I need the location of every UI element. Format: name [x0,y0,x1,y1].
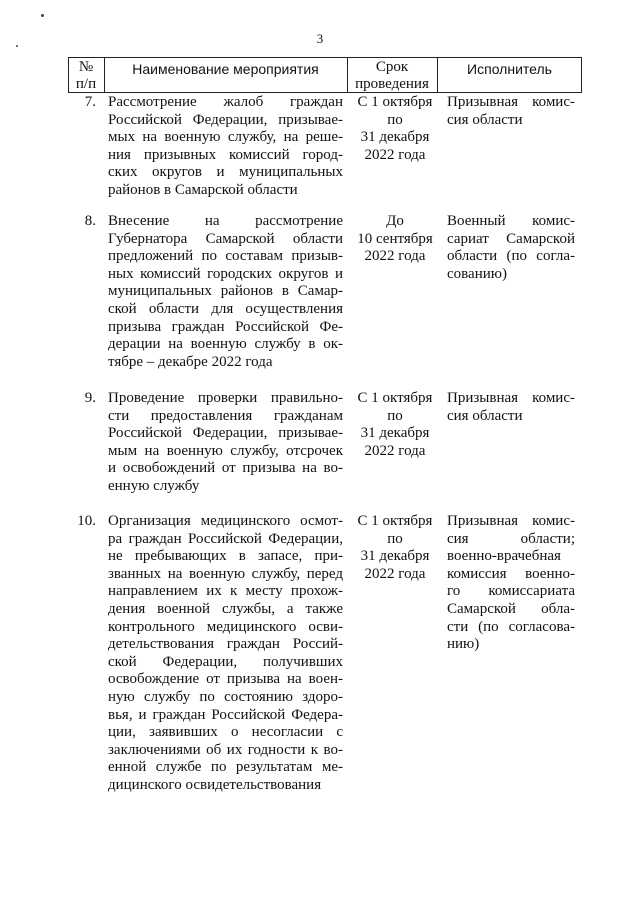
activity-executor-line: нию) [447,636,480,653]
activity-executor-line: комиссия военно- [447,565,575,582]
page-number: 3 [316,31,324,46]
activity-term-line: 2022 года [364,565,426,582]
activity-name-line: Рассмотрение жалоб граждан [108,94,343,110]
activity-name-line: Российской Федерации, призывае- [108,425,343,442]
activity-name-line: званных на военную службу, перед [108,565,343,582]
activity-executor-line: сти (по согласова- [447,618,575,635]
activity-name-line: призыва граждан Российской Фе- [108,318,343,335]
header-name-column: Наименование мероприятия [132,61,319,77]
row-number: 10. [77,513,96,529]
activity-name [108,390,343,496]
activity-executor-line: военно-врачебная [447,548,561,565]
activity-term-line: 10 сентября [357,230,433,247]
activity-executor-line: Призывная комис- [447,513,575,529]
activity-name-line: Организация медицинского осмот- [108,513,343,529]
activity-term-line: по [387,407,403,424]
activity-name-line: ных комиссий городских округов и [108,265,343,282]
activity-name-line: Губернатора Самарской области [108,230,343,247]
activity-term-line: по [387,530,403,547]
scan-speck [41,14,44,17]
activity-term-line: 2022 года [364,146,426,163]
activity-executor-line: сия области [447,111,523,128]
activity-name-line: ния призывных комиссий город- [108,146,343,163]
activity-name-line: мым на военную службу, отсрочек [108,442,343,459]
activity-name-line: не пребывающих в запасе, при- [108,548,343,565]
activity-name-line: дицинского освидетельствования [108,776,322,793]
activity-name-line: детельствования граждан Россий- [108,636,343,653]
activity-term-line: 2022 года [364,442,426,459]
table-top-border [68,57,582,58]
activity-name [108,513,343,795]
activity-term-line: До [386,213,404,229]
activity-name-line: освобождение от призыва на воен- [108,671,343,688]
activity-executor-line: области (по согла- [447,248,575,265]
activity-name-line: ских округов и муниципальных [108,164,343,181]
activity-name-line: ской области для осуществления [108,300,343,317]
activity-name-line: направлением их к месту прохож- [108,583,343,600]
activity-term [351,390,439,460]
activity-term-line: 31 декабря [360,129,430,146]
activity-term-line: 31 декабря [360,425,430,442]
activity-name-line: мых на военную службу, на реше- [108,129,343,146]
activity-executor-line: Военный комис- [447,213,575,229]
header-term-column: Срок проведения [355,59,429,92]
activity-name-line: ра граждан Российской Федерации, [108,530,343,547]
table-header-bottom-border [68,92,582,93]
row-number: 9. [84,390,96,406]
activity-executor-line: сованию) [447,265,507,282]
activity-name-line: контрольного медицинского осви- [108,618,343,635]
activity-name-line: предложений по составам призыв- [108,248,343,265]
activity-name-line: енной службе по результатам ме- [108,759,343,776]
activity-name-line: ции, заявивших о несогласии с [108,724,343,741]
activity-executor-line: Призывная комис- [447,390,575,406]
activity-executor-line: сия области; [447,530,575,547]
activity-name-line: ской Федерации, получивших [108,653,343,670]
activity-executor-line: сариат Самарской [447,230,575,247]
activity-executor [447,213,575,283]
header-number-column: № п/п [75,59,97,92]
activity-name-line: тябре – декабре 2022 года [108,353,273,370]
activity-name-line: енную службу [108,477,200,494]
activity-term [351,213,439,266]
activity-executor-line: Призывная комис- [447,94,575,110]
activity-name-line: заключениями об их годности к во- [108,741,343,758]
activity-name-line: дерации на военную службу в ок- [108,336,343,353]
activity-executor [447,513,575,654]
activity-name-line: и освобождений от призыва на во- [108,460,343,477]
activity-executor-line: сия области [447,407,523,424]
activity-name [108,213,343,371]
activity-name-line: Внесение на рассмотрение [108,213,343,229]
activity-name-line: районов в Самарской области [108,181,298,198]
activity-term [351,513,439,583]
row-number: 7. [84,94,96,110]
activity-executor-line: Самарской обла- [447,600,575,617]
activity-term-line: С 1 октября [357,513,433,529]
activity-term-line: 31 декабря [360,548,430,565]
activity-name-line: сти предоставления гражданам [108,407,343,424]
activity-term-line: С 1 октября [357,94,433,110]
activity-name-line: Проведение проверки правильно- [108,390,343,406]
activity-term-line: по [387,111,403,128]
activity-name-line: ную службу по состоянию здоро- [108,688,343,705]
activity-name-line: дения военной службы, а также [108,600,343,617]
header-executor-column: Исполнитель [467,61,552,77]
activity-executor [447,390,575,425]
activity-term-line: 2022 года [364,248,426,265]
activity-term-line: С 1 октября [357,390,433,406]
activity-name-line: Российской Федерации, призывае- [108,111,343,128]
activity-term [351,94,439,164]
activity-name-line: муниципальных районов в Самар- [108,283,343,300]
row-number: 8. [84,213,96,229]
activity-executor-line: го комиссариата [447,583,575,600]
activity-name [108,94,343,200]
activity-executor [447,94,575,129]
activity-name-line: вья, и граждан Российской Федера- [108,706,343,723]
